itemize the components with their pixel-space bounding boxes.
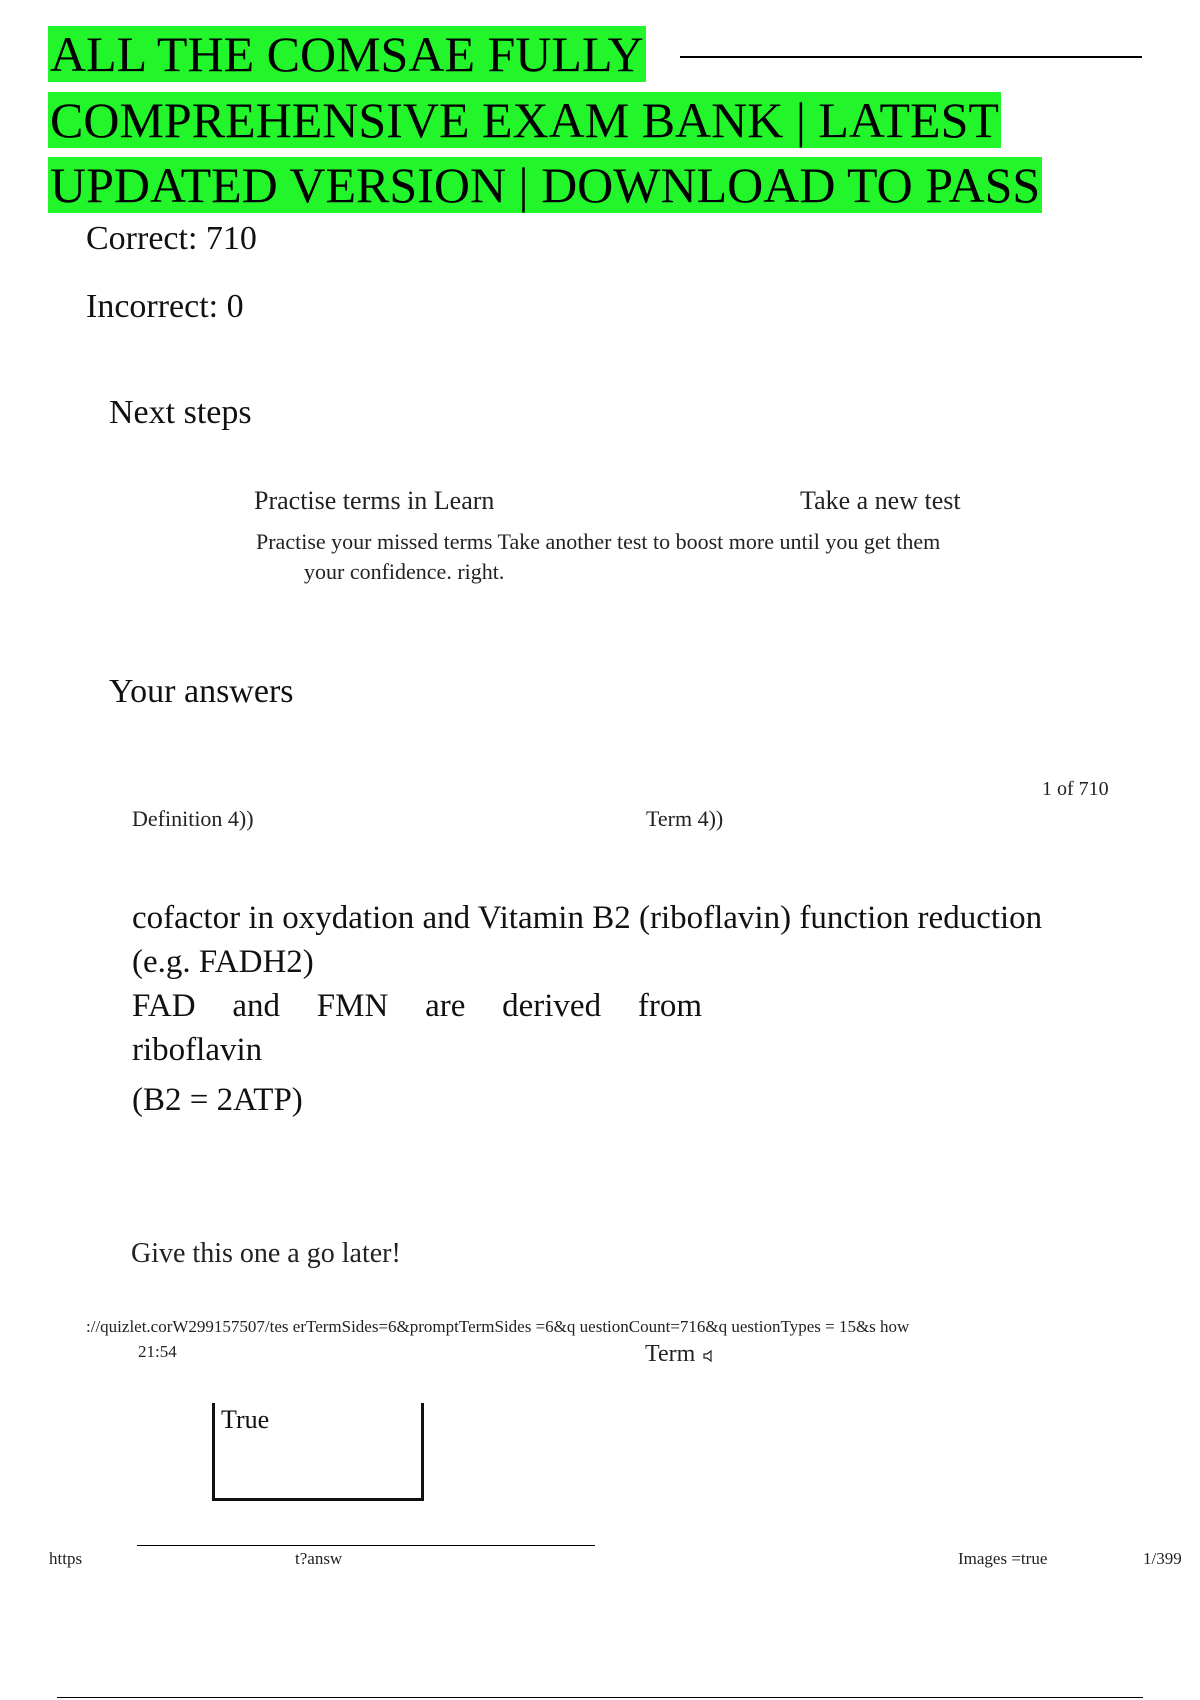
bottom-rule <box>57 1697 1143 1698</box>
answer-box[interactable] <box>212 1403 424 1501</box>
title-line-3: UPDATED VERSION | DOWNLOAD TO PASS <box>50 157 1041 213</box>
print-url-fragment: ://quizlet.corW299157507/tes erTermSides=6&promptTermSides =6&q uestionCount=716&q uestionTypes = 15&s how <box>86 1317 910 1336</box>
definition-text <box>132 896 1104 1122</box>
term-prompt-label: Term <box>645 1341 696 1367</box>
definition-line: riboflavin <box>132 1032 263 1068</box>
footer-url-mid: t?answ <box>295 1549 343 1568</box>
new-test-link[interactable]: Take a new test <box>800 486 961 515</box>
correct-count: Correct: 710 <box>86 220 257 257</box>
definition-line: FAD and FMN are derived from <box>132 988 702 1024</box>
print-time: 21:54 <box>138 1342 177 1361</box>
title-line-1: ALL THE COMSAE FULLY <box>50 26 644 82</box>
incorrect-count: Incorrect: 0 <box>86 288 244 325</box>
your-answers-heading: Your answers <box>109 673 294 710</box>
title-line-2: COMPREHENSIVE EXAM BANK | LATEST <box>50 92 999 148</box>
question-counter: 1 of 710 <box>1042 778 1109 800</box>
page-number: 1/399 <box>1143 1549 1182 1568</box>
next-steps-description-2: your confidence. right. <box>304 559 505 584</box>
footer-url-end: Images =true <box>958 1549 1048 1568</box>
definition-line: (e.g. FADH2) <box>132 944 314 980</box>
definition-line: cofactor in oxydation and Vitamin B2 (riboflavin) function reduction <box>132 900 1043 936</box>
definition-label: Definition 4)) <box>132 806 254 831</box>
footer-url-start: https <box>49 1549 83 1568</box>
definition-line: (B2 = 2ATP) <box>132 1082 303 1118</box>
speaker-icon[interactable] <box>703 1342 715 1369</box>
next-steps-description-1: Practise your missed terms Take another test to boost more until you get them <box>256 529 941 554</box>
try-later-prompt[interactable]: Give this one a go later! <box>131 1238 401 1269</box>
term-prompt <box>645 1341 715 1369</box>
term-label: Term 4)) <box>646 806 724 831</box>
practise-learn-link[interactable]: Practise terms in Learn <box>254 486 495 515</box>
footer-rule <box>137 1545 595 1546</box>
title-rule <box>680 56 1142 58</box>
answer-value: True <box>221 1405 270 1434</box>
next-steps-heading: Next steps <box>109 394 252 431</box>
